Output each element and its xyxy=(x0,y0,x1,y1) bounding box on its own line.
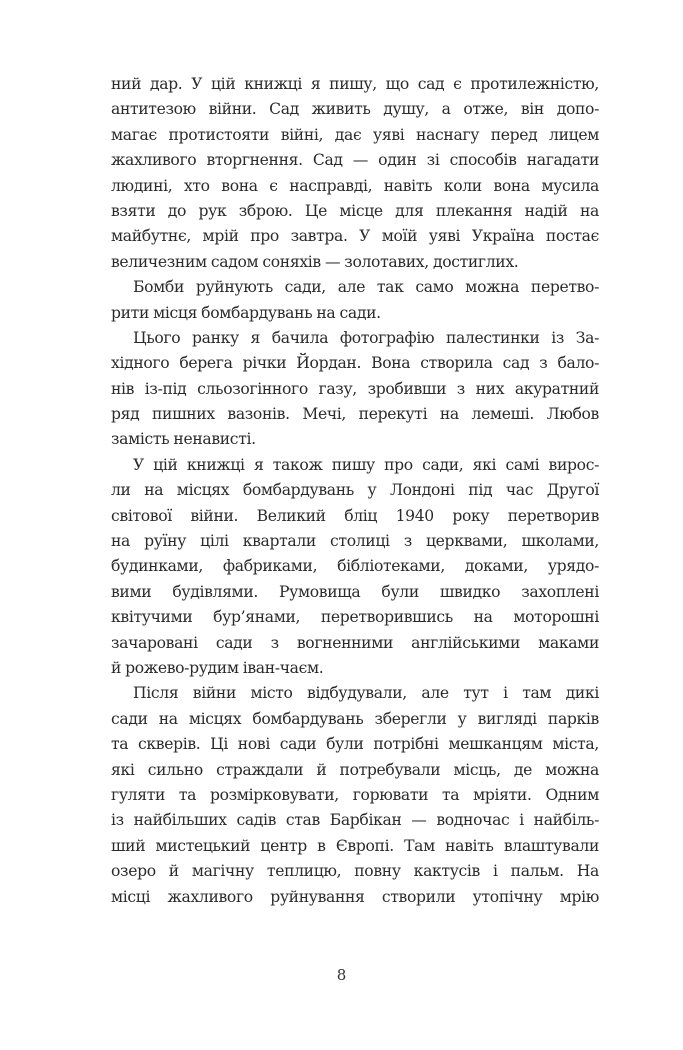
text-line: на руїну цілі квартали столиці з церквами, школами, xyxy=(111,532,599,551)
text-line: зачаровані сади з вогненними англійськими маками xyxy=(111,633,599,652)
text-line: із найбільших садів став Барбікан — водночас і найбіль- xyxy=(111,811,599,830)
text-line: замість ненависті. xyxy=(111,430,256,449)
text-line: світової війни. Великий бліц 1940 року перетворив xyxy=(111,506,599,525)
text-line: величезним садом соняхів — золотавих, достиглих. xyxy=(111,252,519,271)
text-line: хідного берега річки Йордан. Вона створила сад з бало- xyxy=(111,354,599,373)
text-line: сади на місцях бомбардувань зберегли у вигляді парків xyxy=(111,709,599,728)
text-line: взяти до рук зброю. Це місце для плекання надій на xyxy=(111,201,599,220)
page-number: 8 xyxy=(336,966,347,984)
text-line: квітучими бур’янами, перетворившись на моторошні xyxy=(111,608,599,627)
text-line: ний дар. У цій книжці я пишу, що сад є протилежністю, xyxy=(111,75,599,93)
paragraph-first-line: Бомби руйнують сади, але так само можна перетво- xyxy=(133,278,599,297)
paragraph-first-line: Після війни місто відбудували, але тут і там дикі xyxy=(133,684,599,703)
text-line: ряд пишних вазонів. Мечі, перекуті на лемеші. Любов xyxy=(111,405,599,424)
paragraph-first-line: Цього ранку я бачила фотографію палестинки із За- xyxy=(133,328,599,347)
text-line: гуляти та розмірковувати, горювати та мріяти. Одним xyxy=(111,785,599,804)
text-line: ший мистецький центр в Європі. Там навіть влаштували xyxy=(111,836,599,855)
text-line: які сильно страждали й потребували місць, де можна xyxy=(111,760,599,779)
text-line: вими будівлями. Румовища були швидко захоплені xyxy=(111,582,599,601)
page-body-text xyxy=(111,72,599,910)
text-line: нів із-під сльозогінного газу, зробивши з них акуратний xyxy=(111,379,599,398)
text-line: та скверів. Ці нові сади були потрібні мешканцям міста, xyxy=(111,735,599,754)
text-line: й рожево-рудим іван-чаєм. xyxy=(111,658,324,677)
text-line: антитезою війни. Сад живить душу, а отже, він допо- xyxy=(111,100,599,119)
text-line: ли на місцях бомбардувань у Лондоні під час Другої xyxy=(111,481,599,500)
text-line: озеро й магічну теплицю, повну кактусів і пальм. На xyxy=(111,862,599,881)
text-line: жахливого вторгнення. Сад — один зі способів нагадати xyxy=(111,151,599,170)
text-line: місці жахливого руйнування створили утопічну мрію xyxy=(111,887,599,906)
text-line: рити місця бомбардувань на сади. xyxy=(111,303,381,322)
text-line: людині, хто вона є насправді, навіть коли вона мусила xyxy=(111,176,599,195)
text-line: магає протистояти війні, дає уяві наснагу перед лицем xyxy=(111,125,599,144)
paragraph-first-line: У цій книжці я також пишу про сади, які самі вирос- xyxy=(133,455,599,474)
text-line: майбутнє, мрій про завтра. У моїй уяві Україна постає xyxy=(111,227,599,246)
text-line: будинками, фабриками, бібліотеками, доками, урядо- xyxy=(111,557,599,576)
